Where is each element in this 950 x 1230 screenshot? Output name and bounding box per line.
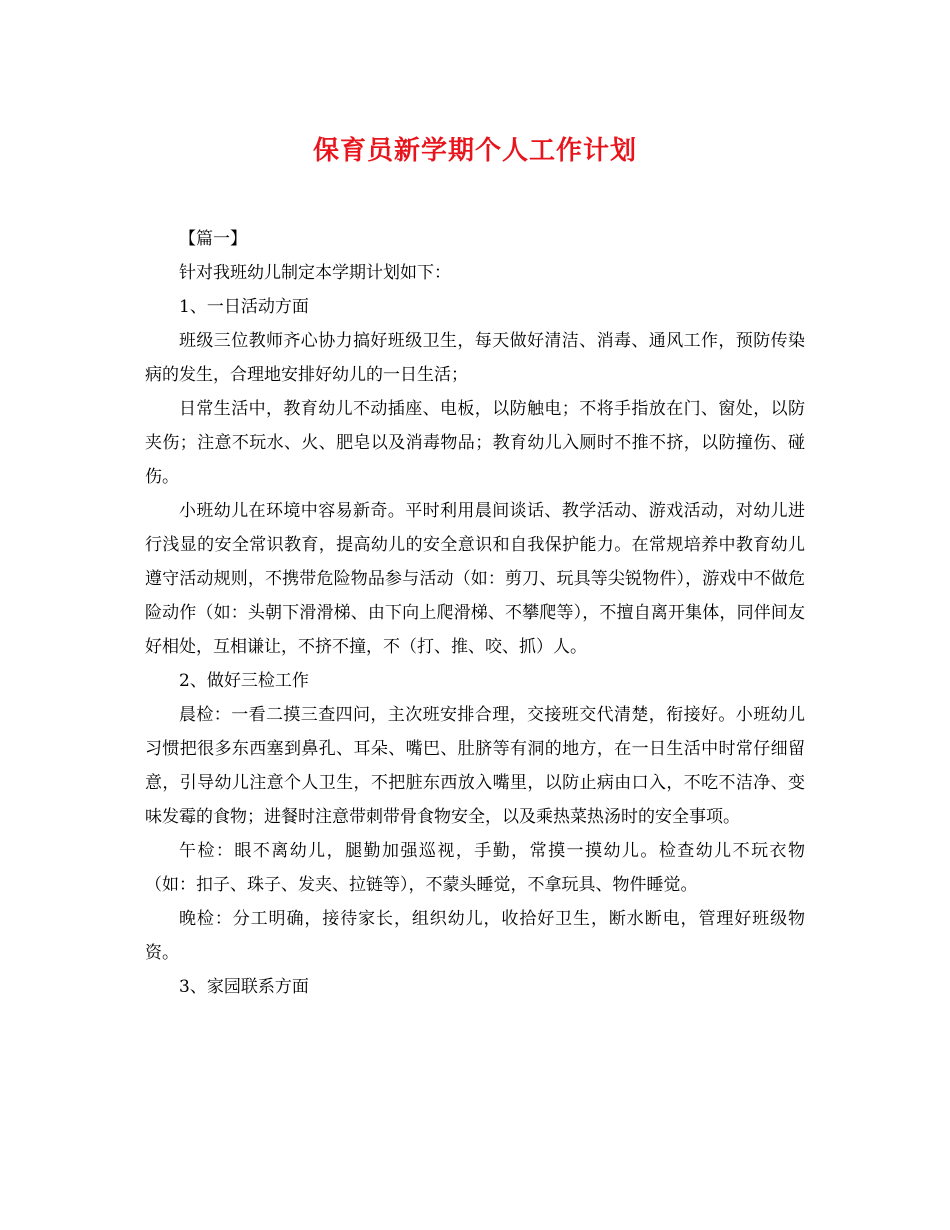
paragraph-evening-check: 晚检：分工明确，接待家长，组织幼儿，收拾好卫生，断水断电，管理好班级物资。 [145, 909, 805, 963]
paragraph-noon-check: 午检：眼不离幼儿，腿勤加强巡视，手勤，常摸一摸幼儿。检查幼儿不玩衣物（如：扣子、珠子、发夹、拉链等），不蒙头睡觉，不拿玩具、物件睡觉。 [145, 841, 805, 895]
paragraph-safety-education: 小班幼儿在环境中容易新奇。平时利用晨间谈话、教学活动、游戏活动，对幼儿进行浅显的安全常识教育，提高幼儿的安全意识和自我保护能力。在常规培养中教育幼儿遵守活动规则，不携带危险物品参与活动（如：剪刀、玩具等尖锐物件），游戏中不做危险动作（如：头朝下滑滑梯、由下向上爬滑梯、不攀爬等），不擅自离开集体，同伴间友好相处，互相谦让，不挤不撞，不（打、推、咬、抓）人。 [145, 501, 805, 657]
intro-paragraph: 针对我班幼儿制定本学期计划如下： [179, 263, 451, 283]
document-body [145, 222, 805, 1004]
document-title: 保育员新学期个人工作计划 [312, 136, 637, 166]
section-heading-home-school-contact: 3、家园联系方面 [179, 977, 309, 997]
section-heading-part-one: 【篇一】 [179, 229, 247, 249]
paragraph-daily-safety: 日常生活中，教育幼儿不动插座、电板，以防触电；不将手指放在门、窗处，以防夹伤；注意不玩水、火、肥皂以及消毒物品；教育幼儿入厕时不推不挤，以防撞伤、碰伤。 [145, 399, 805, 487]
section-heading-daily-activities: 1、一日活动方面 [179, 297, 309, 317]
paragraph-class-hygiene: 班级三位教师齐心协力搞好班级卫生，每天做好清洁、消毒、通风工作，预防传染病的发生，合理地安排好幼儿的一日生活； [145, 331, 805, 385]
paragraph-morning-check: 晨检：一看二摸三查四问，主次班安排合理，交接班交代清楚，衔接好。小班幼儿习惯把很多东西塞到鼻孔、耳朵、嘴巴、肚脐等有洞的地方，在一日生活中时常仔细留意，引导幼儿注意个人卫生，不把脏东西放入嘴里，以防止病由口入，不吃不洁净、变味发霉的食物；进餐时注意带刺带骨食物安全，以及乘热菜热汤时的安全事项。 [145, 705, 805, 827]
section-heading-three-checks: 2、做好三检工作 [179, 671, 309, 691]
